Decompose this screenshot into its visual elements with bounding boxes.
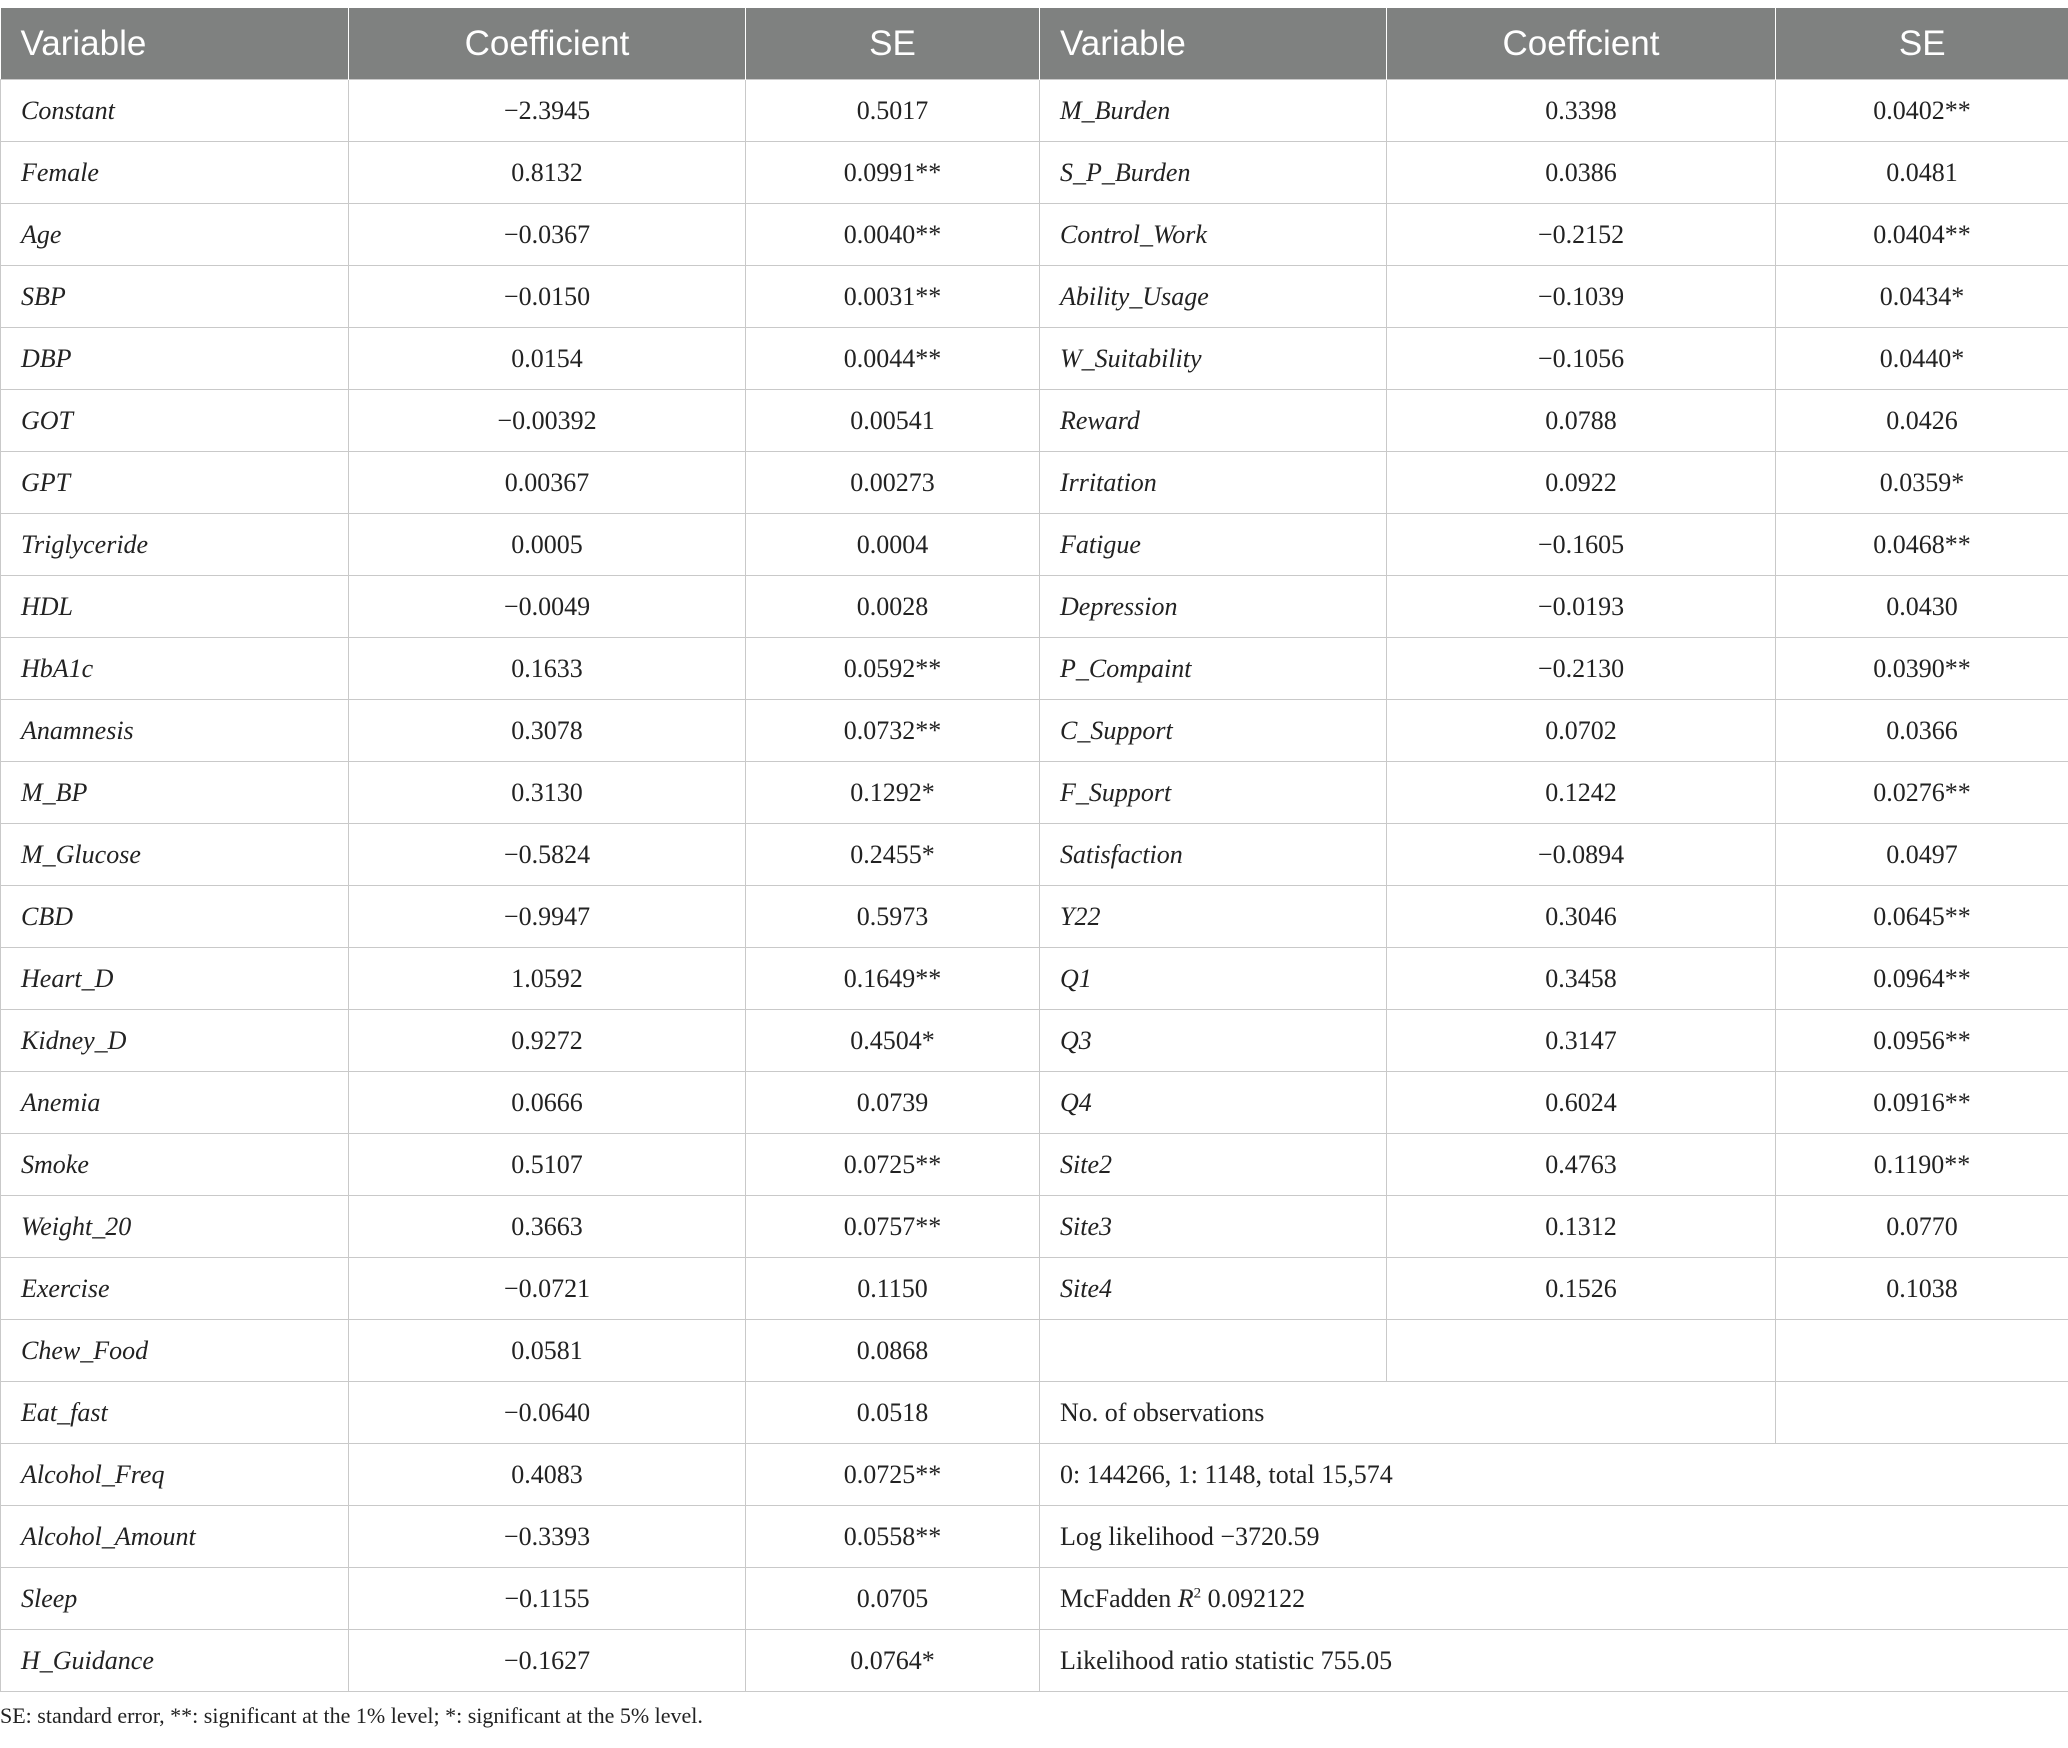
se-cell: 0.1292*: [746, 762, 1040, 824]
variable-cell: Control_Work: [1040, 204, 1387, 266]
se-cell: 0.0028: [746, 576, 1040, 638]
table-row: [1, 266, 2068, 328]
coefficient-cell: 0.0666: [349, 1072, 746, 1134]
se-cell: 0.2455*: [746, 824, 1040, 886]
coefficient-cell: 0.1312: [1387, 1196, 1776, 1258]
se-cell: 0.0468**: [1776, 514, 2068, 576]
se-cell: 0.0426: [1776, 390, 2068, 452]
model-stat-cell: Likelihood ratio statistic 755.05: [1040, 1630, 2068, 1692]
coefficient-cell: −0.0894: [1387, 824, 1776, 886]
r-superscript: 2: [1193, 1584, 1202, 1601]
se-cell: 0.0031**: [746, 266, 1040, 328]
table-row: [1, 824, 2068, 886]
variable-cell: F_Support: [1040, 762, 1387, 824]
se-cell: 0.0705: [746, 1568, 1040, 1630]
regression-table: [0, 8, 2068, 1692]
variable-cell: Sleep: [1, 1568, 349, 1630]
variable-cell: W_Suitability: [1040, 328, 1387, 390]
variable-cell: Q4: [1040, 1072, 1387, 1134]
variable-cell: Weight_20: [1, 1196, 349, 1258]
variable-cell: CBD: [1, 886, 349, 948]
header-se-1: SE: [746, 8, 1040, 80]
se-cell: 0.0497: [1776, 824, 2068, 886]
table-body: [1, 80, 2068, 1692]
coefficient-cell: −0.1155: [349, 1568, 746, 1630]
model-stat-cell: No. of observations: [1040, 1382, 1776, 1444]
model-stat-cell: 0: 144266, 1: 1148, total 15,574: [1040, 1444, 2068, 1506]
coefficient-cell: 0.1242: [1387, 762, 1776, 824]
table-row: [1, 638, 2068, 700]
coefficient-cell: −0.1627: [349, 1630, 746, 1692]
coefficient-cell: −0.0721: [349, 1258, 746, 1320]
variable-cell: Y22: [1040, 886, 1387, 948]
table-row: [1, 576, 2068, 638]
table-row: [1, 1630, 2068, 1692]
header-coefficient-2: Coeffcient: [1387, 8, 1776, 80]
variable-cell: Alcohol_Amount: [1, 1506, 349, 1568]
variable-cell: Reward: [1040, 390, 1387, 452]
coefficient-cell: −0.1056: [1387, 328, 1776, 390]
table-row: [1, 142, 2068, 204]
table-row: [1, 1320, 2068, 1382]
variable-cell: GOT: [1, 390, 349, 452]
se-cell: 0.1038: [1776, 1258, 2068, 1320]
coefficient-cell: −0.3393: [349, 1506, 746, 1568]
table-row: [1, 1258, 2068, 1320]
coefficient-cell: 0.9272: [349, 1010, 746, 1072]
coefficient-cell: 0.3147: [1387, 1010, 1776, 1072]
table-row: [1, 1506, 2068, 1568]
variable-cell: M_BP: [1, 762, 349, 824]
coefficient-cell: 0.0702: [1387, 700, 1776, 762]
coefficient-cell: 0.0154: [349, 328, 746, 390]
variable-cell: Depression: [1040, 576, 1387, 638]
coefficient-cell: 1.0592: [349, 948, 746, 1010]
variable-cell: SBP: [1, 266, 349, 328]
header-coefficient-1: Coefficient: [349, 8, 746, 80]
se-cell: 0.0402**: [1776, 80, 2068, 142]
se-cell: 0.1190**: [1776, 1134, 2068, 1196]
se-cell: 0.0645**: [1776, 886, 2068, 948]
coefficient-cell: 0.4083: [349, 1444, 746, 1506]
coefficient-cell: −0.0367: [349, 204, 746, 266]
se-cell: 0.0434*: [1776, 266, 2068, 328]
table-row: [1, 204, 2068, 266]
variable-cell: Heart_D: [1, 948, 349, 1010]
table-row: [1, 1010, 2068, 1072]
regression-table-container: [0, 8, 2068, 1692]
coefficient-cell: 0.0005: [349, 514, 746, 576]
table-row: [1, 886, 2068, 948]
mcfadden-label: McFadden: [1060, 1583, 1178, 1613]
se-cell: 0.0592**: [746, 638, 1040, 700]
se-cell: 0.0964**: [1776, 948, 2068, 1010]
table-row: [1, 390, 2068, 452]
mcfadden-value: 0.092122: [1201, 1583, 1306, 1613]
coefficient-cell: −0.1605: [1387, 514, 1776, 576]
table-row: [1, 948, 2068, 1010]
se-cell: 0.00541: [746, 390, 1040, 452]
variable-cell: [1040, 1320, 1387, 1382]
variable-cell: Female: [1, 142, 349, 204]
variable-cell: Chew_Food: [1, 1320, 349, 1382]
variable-cell: Kidney_D: [1, 1010, 349, 1072]
se-cell: 0.0390**: [1776, 638, 2068, 700]
coefficient-cell: 0.6024: [1387, 1072, 1776, 1134]
variable-cell: DBP: [1, 328, 349, 390]
coefficient-cell: −0.2130: [1387, 638, 1776, 700]
coefficient-cell: 0.3078: [349, 700, 746, 762]
header-variable-1: Variable: [1, 8, 349, 80]
model-stat-cell: [1040, 1568, 2068, 1630]
table-row: [1, 762, 2068, 824]
variable-cell: Age: [1, 204, 349, 266]
coefficient-cell: 0.00367: [349, 452, 746, 514]
table-row: [1, 1196, 2068, 1258]
se-cell: 0.0916**: [1776, 1072, 2068, 1134]
se-cell: 0.0040**: [746, 204, 1040, 266]
variable-cell: Anemia: [1, 1072, 349, 1134]
se-cell: 0.1150: [746, 1258, 1040, 1320]
table-row: [1, 80, 2068, 142]
coefficient-cell: 0.0788: [1387, 390, 1776, 452]
se-cell: 0.0558**: [746, 1506, 1040, 1568]
variable-cell: Fatigue: [1040, 514, 1387, 576]
table-row: [1, 1382, 2068, 1444]
variable-cell: GPT: [1, 452, 349, 514]
variable-cell: Exercise: [1, 1258, 349, 1320]
se-cell: 0.5973: [746, 886, 1040, 948]
variable-cell: Q1: [1040, 948, 1387, 1010]
coefficient-cell: 0.1526: [1387, 1258, 1776, 1320]
se-cell: 0.0956**: [1776, 1010, 2068, 1072]
coefficient-cell: 0.8132: [349, 142, 746, 204]
table-footnote: SE: standard error, **: significant at the 1% level; *: significant at the 5% level.: [0, 1703, 703, 1728]
se-cell: 0.0440*: [1776, 328, 2068, 390]
table-row: [1, 1568, 2068, 1630]
se-cell: 0.5017: [746, 80, 1040, 142]
coefficient-cell: 0.3663: [349, 1196, 746, 1258]
se-cell: 0.0044**: [746, 328, 1040, 390]
se-cell: 0.0739: [746, 1072, 1040, 1134]
se-cell: 0.0430: [1776, 576, 2068, 638]
variable-cell: Site2: [1040, 1134, 1387, 1196]
coefficient-cell: 0.3458: [1387, 948, 1776, 1010]
se-cell: 0.0770: [1776, 1196, 2068, 1258]
table-row: [1, 1444, 2068, 1506]
variable-cell: H_Guidance: [1, 1630, 349, 1692]
variable-cell: Smoke: [1, 1134, 349, 1196]
se-cell: 0.0518: [746, 1382, 1040, 1444]
table-row: [1, 328, 2068, 390]
variable-cell: Site3: [1040, 1196, 1387, 1258]
variable-cell: C_Support: [1040, 700, 1387, 762]
coefficient-cell: 0.5107: [349, 1134, 746, 1196]
table-row: [1, 1072, 2068, 1134]
header-variable-2: Variable: [1040, 8, 1387, 80]
variable-cell: Anamnesis: [1, 700, 349, 762]
coefficient-cell: 0.0922: [1387, 452, 1776, 514]
coefficient-cell: −0.5824: [349, 824, 746, 886]
variable-cell: HbA1c: [1, 638, 349, 700]
coefficient-cell: 0.4763: [1387, 1134, 1776, 1196]
se-cell: 0.0404**: [1776, 204, 2068, 266]
variable-cell: S_P_Burden: [1040, 142, 1387, 204]
coefficient-cell: −0.00392: [349, 390, 746, 452]
header-row: [1, 8, 2068, 80]
variable-cell: M_Glucose: [1, 824, 349, 886]
se-cell: 0.0764*: [746, 1630, 1040, 1692]
se-cell: 0.0004: [746, 514, 1040, 576]
coefficient-cell: −0.0150: [349, 266, 746, 328]
se-cell: 0.0366: [1776, 700, 2068, 762]
se-cell: 0.0725**: [746, 1134, 1040, 1196]
variable-cell: Site4: [1040, 1258, 1387, 1320]
table-row: [1, 514, 2068, 576]
se-cell: 0.1649**: [746, 948, 1040, 1010]
se-cell: 0.4504*: [746, 1010, 1040, 1072]
se-cell: 0.0276**: [1776, 762, 2068, 824]
se-cell: 0.0725**: [746, 1444, 1040, 1506]
header-se-2: SE: [1776, 8, 2068, 80]
variable-cell: Eat_fast: [1, 1382, 349, 1444]
coefficient-cell: 0.1633: [349, 638, 746, 700]
variable-cell: Irritation: [1040, 452, 1387, 514]
coefficient-cell: −0.2152: [1387, 204, 1776, 266]
variable-cell: HDL: [1, 576, 349, 638]
coefficient-cell: −0.0193: [1387, 576, 1776, 638]
coefficient-cell: 0.3398: [1387, 80, 1776, 142]
coefficient-cell: −0.0640: [349, 1382, 746, 1444]
coefficient-cell: 0.3046: [1387, 886, 1776, 948]
variable-cell: Alcohol_Freq: [1, 1444, 349, 1506]
empty-cell: [1776, 1382, 2068, 1444]
se-cell: 0.00273: [746, 452, 1040, 514]
model-stat-cell: Log likelihood −3720.59: [1040, 1506, 2068, 1568]
se-cell: 0.0868: [746, 1320, 1040, 1382]
coefficient-cell: 0.0581: [349, 1320, 746, 1382]
coefficient-cell: −0.0049: [349, 576, 746, 638]
se-cell: 0.0991**: [746, 142, 1040, 204]
se-cell: 0.0359*: [1776, 452, 2068, 514]
variable-cell: P_Compaint: [1040, 638, 1387, 700]
se-cell: 0.0757**: [746, 1196, 1040, 1258]
table-row: [1, 452, 2068, 514]
table-row: [1, 1134, 2068, 1196]
coefficient-cell: [1387, 1320, 1776, 1382]
coefficient-cell: 0.0386: [1387, 142, 1776, 204]
se-cell: [1776, 1320, 2068, 1382]
coefficient-cell: −2.3945: [349, 80, 746, 142]
coefficient-cell: 0.3130: [349, 762, 746, 824]
variable-cell: M_Burden: [1040, 80, 1387, 142]
variable-cell: Q3: [1040, 1010, 1387, 1072]
r-symbol: R: [1177, 1583, 1194, 1613]
table-row: [1, 700, 2068, 762]
variable-cell: Satisfaction: [1040, 824, 1387, 886]
variable-cell: Ability_Usage: [1040, 266, 1387, 328]
se-cell: 0.0481: [1776, 142, 2068, 204]
variable-cell: Constant: [1, 80, 349, 142]
coefficient-cell: −0.1039: [1387, 266, 1776, 328]
se-cell: 0.0732**: [746, 700, 1040, 762]
table-header: [1, 8, 2068, 80]
coefficient-cell: −0.9947: [349, 886, 746, 948]
variable-cell: Triglyceride: [1, 514, 349, 576]
